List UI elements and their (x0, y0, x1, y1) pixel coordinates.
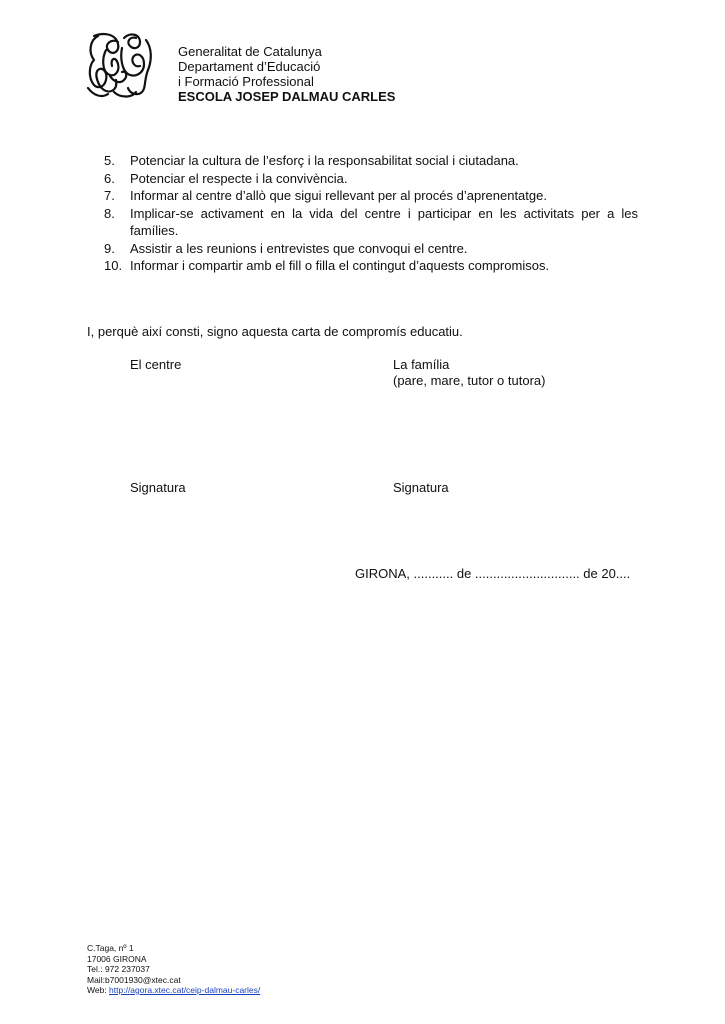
school-name: ESCOLA JOSEP DALMAU CARLES (178, 89, 396, 104)
commitments-list (104, 152, 638, 275)
list-item (104, 152, 638, 170)
footer-web (87, 985, 260, 996)
item-number: 9. (104, 240, 115, 256)
footer-contact (87, 943, 260, 996)
family-sublabel: (pare, mare, tutor o tutora) (393, 373, 546, 388)
item-text: Potenciar el respecte i la convivència. (130, 170, 348, 186)
item-number: 5. (104, 153, 115, 168)
family-signature-label: Signatura (393, 480, 449, 495)
footer-mail: Mail:b7001930@xtec.cat (87, 974, 181, 985)
header-line-2: Departament d’Educació (178, 59, 321, 74)
school-logo (84, 30, 156, 102)
website-link[interactable]: http://agora.xtec.cat/ceip-dalmau-carles/ (109, 985, 261, 995)
list-item (104, 257, 638, 275)
item-text: Informar i compartir amb el fill o filla el contingut d’aquests compromisos. (130, 258, 550, 273)
place-date: GIRONA, ........... de ............................. de 20.... (355, 566, 631, 581)
statement: I, perquè així consti, signo aquesta carta de compromís educatiu. (87, 324, 463, 339)
item-text: Implicar-se activament en la vida del centre i participar en les activitats per a les famílies. (130, 205, 638, 238)
header-line-3: i Formació Professional (178, 74, 314, 89)
item-text: Assistir a les reunions i entrevistes que convoqui el centre. (130, 240, 468, 256)
list-item (104, 240, 638, 258)
letterhead (178, 44, 395, 104)
item-number: 10. (104, 258, 123, 273)
item-number: 8. (104, 205, 115, 221)
family-label: La família (393, 357, 450, 372)
list-item (104, 187, 638, 205)
item-text: Informar al centre d’allò que sigui rellevant per al procés d’aprenentatge. (130, 188, 547, 203)
item-number: 7. (104, 188, 115, 203)
list-item (104, 170, 638, 188)
footer-city: 17006 GIRONA (87, 953, 147, 964)
web-label: Web: (87, 985, 110, 995)
item-text: Potenciar la cultura de l’esforç i la responsabilitat social i ciutadana. (130, 153, 519, 168)
centre-signature-label: Signatura (130, 480, 186, 495)
item-number: 6. (104, 170, 115, 186)
list-item (104, 205, 638, 240)
footer-tel: Tel.: 972 237037 (87, 964, 150, 974)
footer-address: C.Taga, nº 1 (87, 943, 134, 953)
centre-label: El centre (130, 357, 182, 372)
family-block (393, 357, 545, 389)
header-line-1: Generalitat de Catalunya (178, 44, 322, 59)
